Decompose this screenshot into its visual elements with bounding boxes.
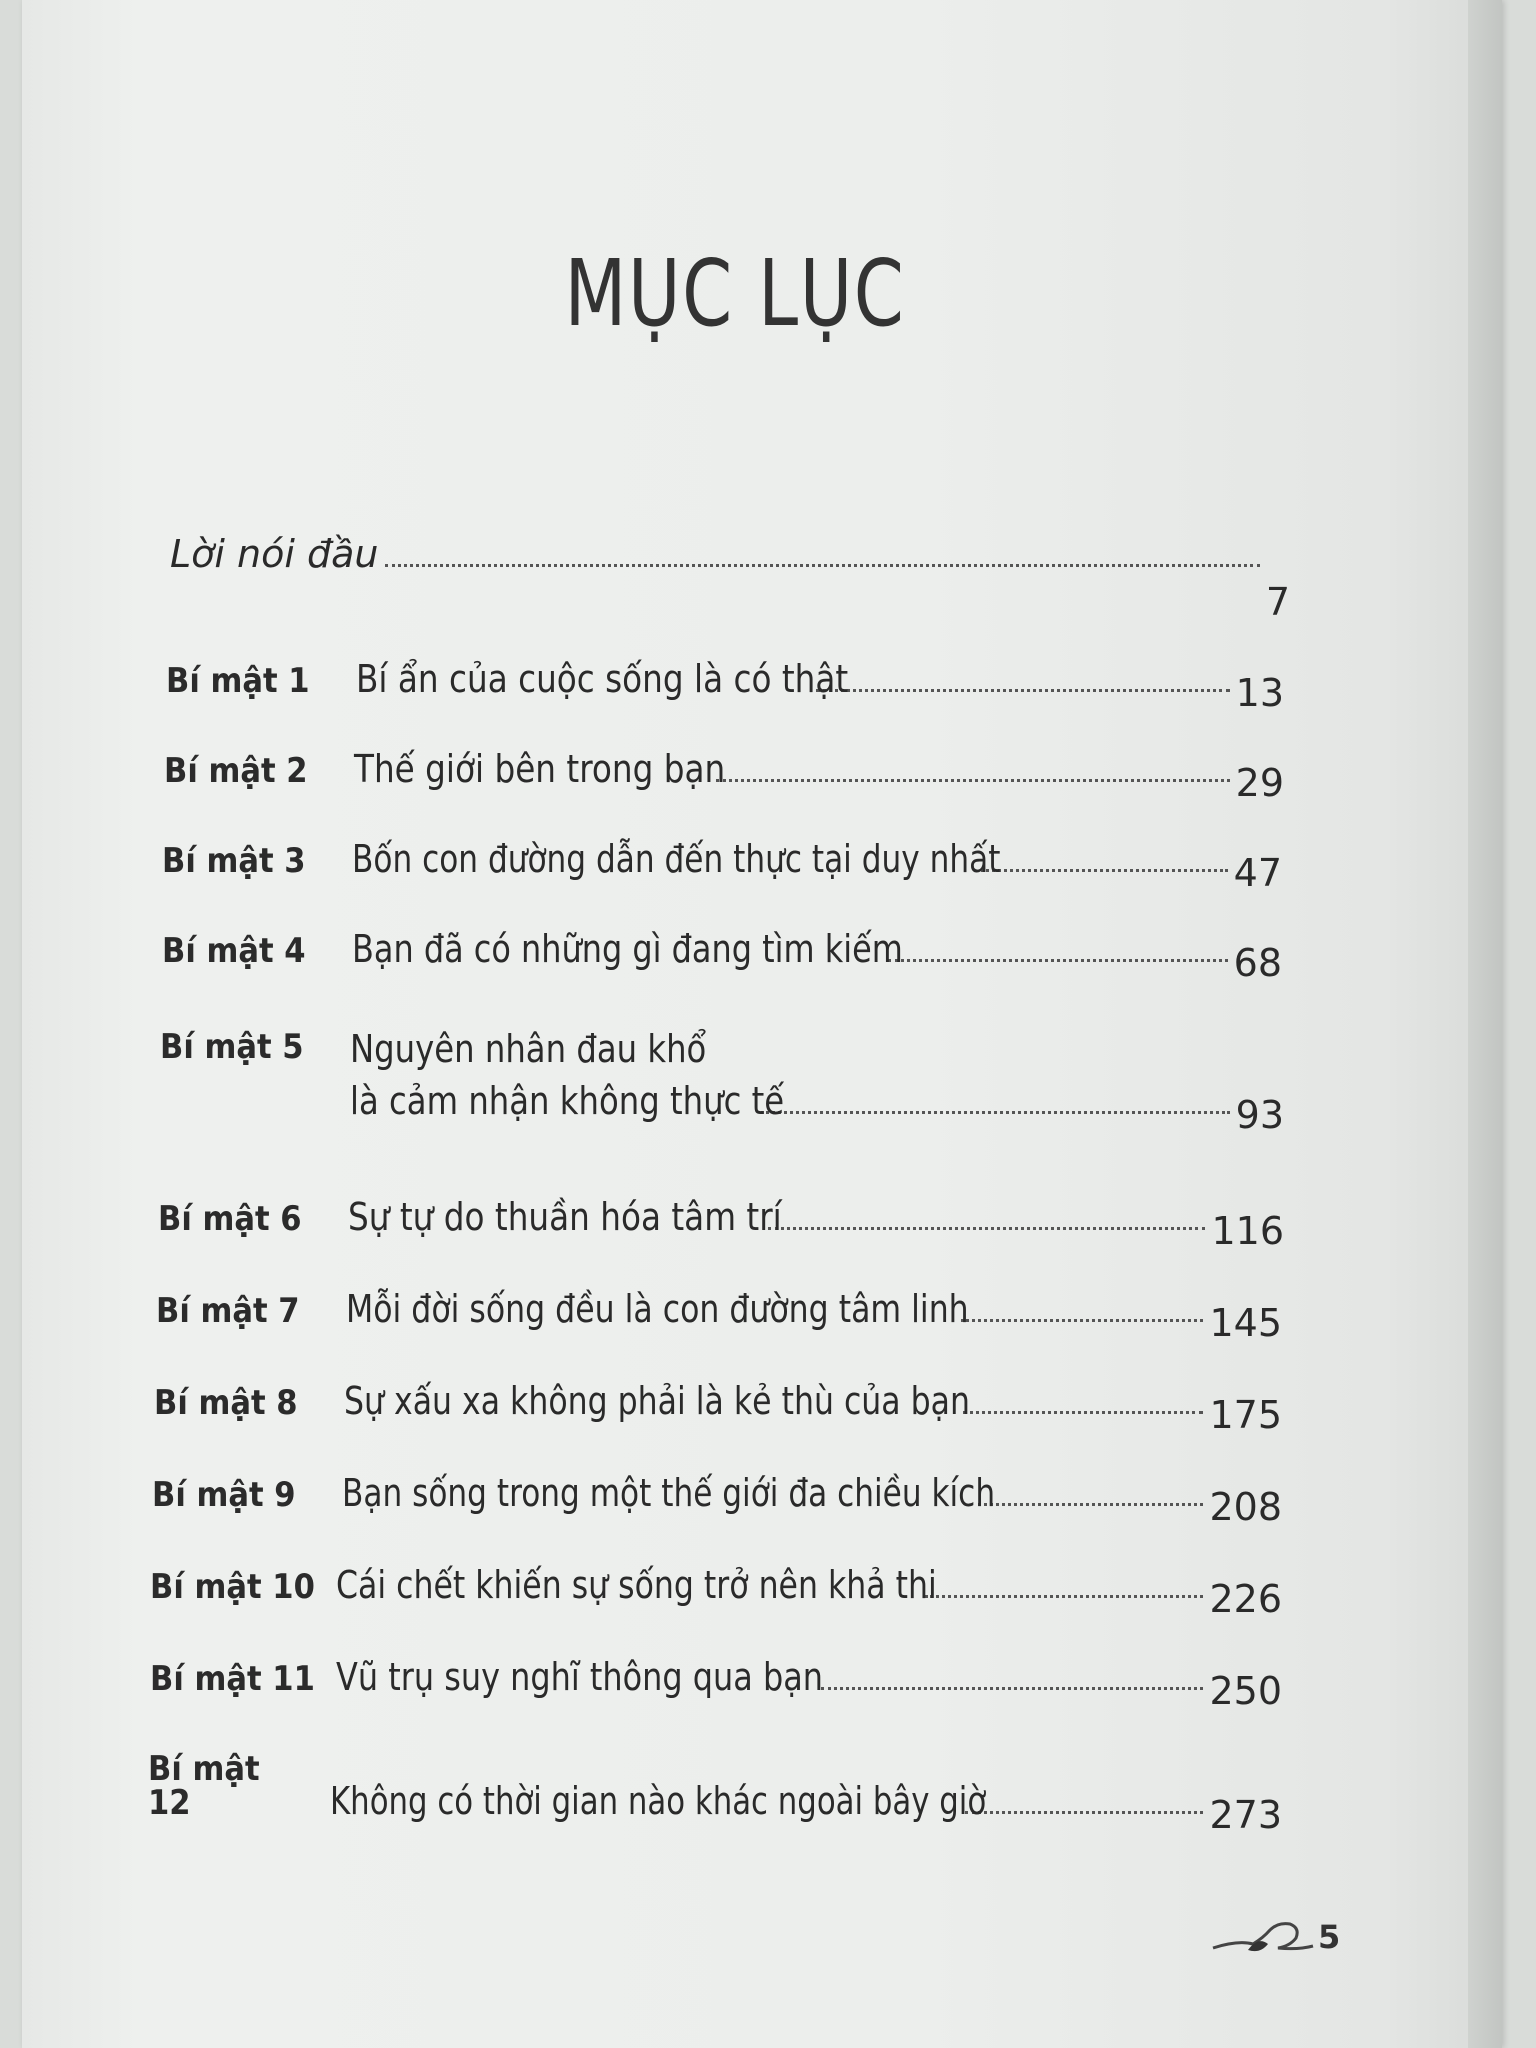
toc-entry-6: [158, 1195, 1284, 1253]
toc-entry-3: [162, 837, 1282, 895]
entry-title: Vũ trụ suy nghĩ thông qua bạn: [336, 1655, 824, 1699]
entry-page: 47: [1233, 851, 1282, 895]
toc-entry-1: [166, 657, 1284, 715]
dot-leader: [821, 1687, 1204, 1690]
entry-title: Bí ẩn của cuộc sống là có thật: [356, 657, 849, 701]
entry-title-line-1: Nguyên nhân đau khổ: [350, 1027, 707, 1071]
toc-entry-12: [148, 1749, 1282, 1837]
entry-title: Bạn sống trong một thế giới đa chiều kích: [342, 1471, 996, 1515]
dot-leader: [816, 689, 1229, 692]
entry-page: 116: [1211, 1209, 1284, 1253]
page-number: 5: [1318, 1918, 1341, 1956]
entry-page: 13: [1235, 671, 1284, 715]
entry-page: 175: [1209, 1393, 1282, 1437]
toc-entry-5: [160, 1027, 1284, 1137]
toc-entry-7: [156, 1287, 1282, 1345]
entry-page: 273: [1209, 1793, 1282, 1837]
dot-leader: [716, 779, 1230, 782]
preface-title: Lời nói đầu: [170, 532, 379, 576]
entry-label: Bí mật 3: [162, 841, 306, 881]
dot-leader: [981, 869, 1228, 872]
entry-title: Thế giới bên trong bạn: [354, 747, 726, 791]
entry-title: [350, 1027, 785, 1123]
toc-heading: MỤC LỤC: [564, 240, 906, 347]
toc-entry-10: [150, 1563, 1282, 1621]
dot-leader: [768, 1227, 1205, 1230]
dot-leader: [961, 1319, 1203, 1322]
dot-leader: [925, 1595, 1204, 1598]
preface-page: 7: [1265, 580, 1290, 624]
entry-page: 145: [1209, 1301, 1282, 1345]
entry-label: Bí mật 4: [162, 931, 306, 971]
entry-page: 226: [1209, 1577, 1282, 1621]
entry-title: Bốn con đường dẫn đến thực tại duy nhất: [352, 837, 1001, 881]
dot-leader: [978, 1503, 1203, 1506]
entry-title-line-2: là cảm nhận không thực tế: [350, 1079, 785, 1123]
dot-leader: [965, 1811, 1203, 1814]
entry-label: Bí mật 8: [154, 1383, 298, 1423]
entry-label: Bí mật 6: [158, 1199, 302, 1239]
dot-leader: [888, 959, 1228, 962]
entry-label: Bí mật 1: [166, 661, 310, 701]
toc-entry-2: [164, 747, 1284, 805]
ornament-icon: [1208, 1910, 1318, 1960]
entry-label: Bí mật 7: [156, 1291, 300, 1331]
toc-entry-8: [154, 1379, 1282, 1437]
dot-leader: [761, 1111, 1230, 1114]
entry-page: 68: [1233, 941, 1282, 985]
entry-title: Không có thời gian nào khác ngoài bây giờ: [330, 1779, 987, 1823]
entry-label: Bí mật 2: [164, 751, 308, 791]
entry-label: Bí mật 10: [150, 1567, 315, 1607]
entry-page: 93: [1235, 1093, 1284, 1137]
entry-title: Sự xấu xa không phải là kẻ thù của bạn: [344, 1379, 970, 1423]
entry-title: Cái chết khiến sự sống trở nên khả thi: [336, 1563, 937, 1607]
entry-label: Bí mật 11: [150, 1659, 315, 1699]
entry-title: Mỗi đời sống đều là con đường tâm linh: [346, 1287, 969, 1331]
entry-label: Bí mật 12: [148, 1749, 260, 1823]
toc-entry-preface: [170, 532, 1290, 624]
entry-page: 250: [1209, 1669, 1282, 1713]
toc-entry-11: [150, 1655, 1282, 1713]
dot-leader: [385, 564, 1260, 567]
entry-title: Sự tự do thuần hóa tâm trí: [348, 1195, 782, 1239]
toc-entry-4: [162, 927, 1282, 985]
entry-page: 29: [1235, 761, 1284, 805]
entry-label: Bí mật 5: [160, 1027, 304, 1067]
dot-leader: [963, 1411, 1203, 1414]
entry-page: 208: [1209, 1485, 1282, 1529]
entry-title: Bạn đã có những gì đang tìm kiếm: [352, 927, 903, 971]
entry-label: Bí mật 9: [152, 1475, 296, 1515]
toc-entry-9: [152, 1471, 1282, 1529]
